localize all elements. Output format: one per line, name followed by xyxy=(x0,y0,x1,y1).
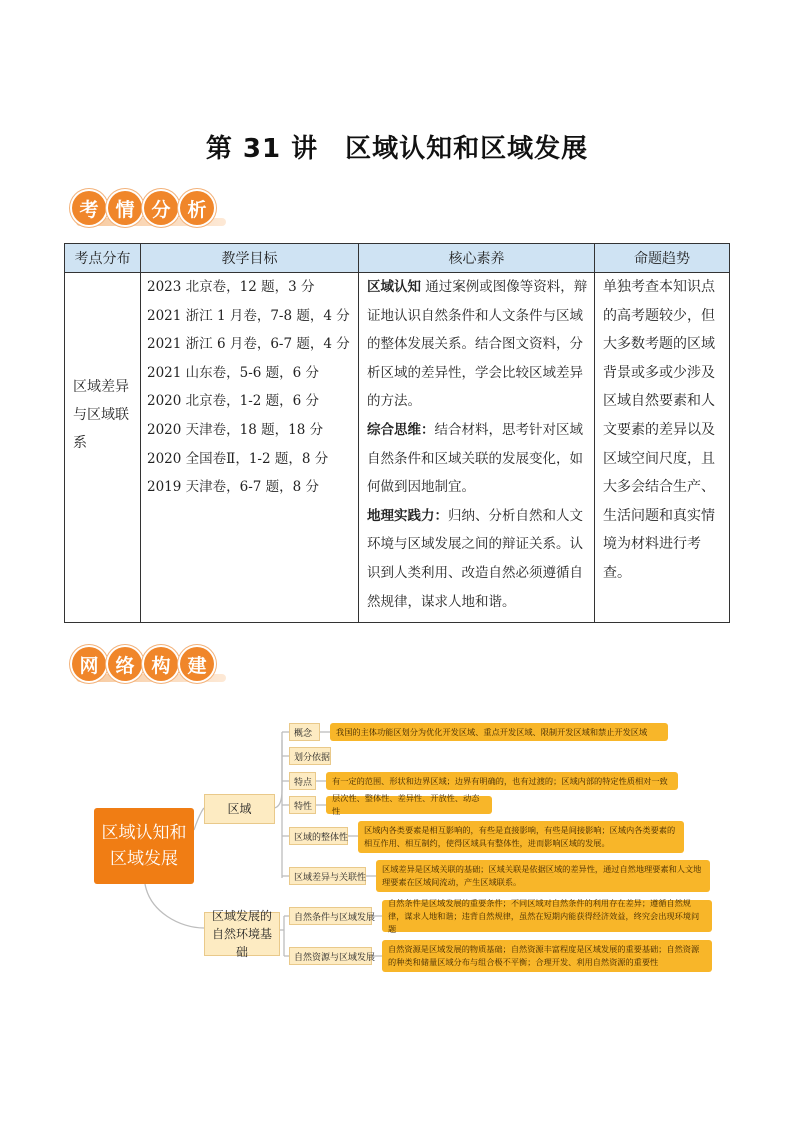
exam-item: 2021 浙江 6 月卷，6-7 题，4 分 xyxy=(147,336,350,353)
literacy-item xyxy=(367,502,590,616)
exam-item: 2020 全国卷Ⅱ，1-2 题，8 分 xyxy=(147,450,329,467)
mindmap-node-natural-resources: 自然资源与区域发展 xyxy=(289,947,372,965)
mindmap-node-division-basis: 划分依据 xyxy=(289,747,331,765)
literacy-text: 通过案例或图像等资料，辩证地认识自然条件和人文条件与区域的整体发展关系。结合图文资料，分析区域的差异性，学会比较区域差异的方法。 xyxy=(367,279,588,410)
topic-cell: 区域差异与区域联系 xyxy=(65,273,141,623)
badge-char: 析 xyxy=(180,191,214,225)
table-header: 考点分布 xyxy=(65,244,141,273)
section-badge-analysis xyxy=(72,186,216,230)
exam-item: 2021 山东卷，5-6 题，6 分 xyxy=(147,364,320,381)
badge-char: 构 xyxy=(144,647,178,681)
table-header: 命题趋势 xyxy=(595,244,730,273)
exam-analysis-table xyxy=(64,243,730,623)
badge-char: 情 xyxy=(108,191,142,225)
mindmap-detail-natural-resources: 自然资源是区域发展的物质基础；自然资源丰富程度是区域发展的重要基础；自然资源的种类和储量区域分布与组合极不平衡；合理开发、利用自然资源的重要性 xyxy=(382,940,712,972)
exam-item: 2020 天津卷，18 题，18 分 xyxy=(147,421,324,438)
literacy-item xyxy=(367,416,590,502)
table-header-row xyxy=(65,244,730,273)
literacy-label: 区域认知 xyxy=(367,279,421,295)
trend-cell: 单独考查本知识点的高考题较少，但大多数考题的区域背景或多或少涉及区域自然要素和人文要素的差异以及区域空间尺度，且大多会结合生产、生活问题和真实情境为材料进行考查。 xyxy=(595,273,730,623)
mindmap-node-characteristics: 特性 xyxy=(289,796,316,814)
exams-cell xyxy=(141,273,359,623)
literacy-text: 结合材料，思考针对区域自然条件和区域关联的发展变化，如何做到因地制宜。 xyxy=(367,421,583,496)
mindmap-node-features: 特点 xyxy=(289,772,316,790)
badge-char: 考 xyxy=(72,191,106,225)
mindmap-node-natural-conditions: 自然条件与区域发展 xyxy=(289,907,372,925)
badge-char: 建 xyxy=(180,647,214,681)
badge-char: 分 xyxy=(144,191,178,225)
mindmap-detail-natural-conditions: 自然条件是区域发展的重要条件；不同区域对自然条件的利用存在差异；遵循自然规律，谋求人地和谐；违背自然规律，虽然在短期内能获得经济效益，终究会出现环境问题 xyxy=(382,900,712,932)
literacy-label: 综合思维： xyxy=(367,421,435,438)
mindmap-detail-concept: 我国的主体功能区划分为优化开发区域、重点开发区域、限制开发区域和禁止开发区域 xyxy=(330,723,668,741)
mindmap-detail-integrity: 区域内各类要素是相互影响的，有些是直接影响，有些是间接影响；区域内各类要素的相互作用、相互制约，使得区域具有整体性，进而影响区域的发展。 xyxy=(358,821,684,853)
section-badge-network xyxy=(72,642,216,686)
table-header: 教学目标 xyxy=(141,244,359,273)
badge-char: 络 xyxy=(108,647,142,681)
page-title: 第 31 讲 区域认知和区域发展 xyxy=(205,134,589,164)
literacy-cell xyxy=(359,273,595,623)
exam-item: 2020 北京卷，1-2 题，6 分 xyxy=(147,393,320,410)
literacy-label: 地理实践力： xyxy=(367,507,448,524)
mindmap-node-difference-linkage: 区域差异与关联性 xyxy=(289,867,366,885)
mindmap-detail-difference-linkage: 区域差异是区域关联的基础；区域关联是依据区域的差异性，通过自然地理要素和人文地理要素在区域间流动，产生区域联系。 xyxy=(376,860,710,892)
mindmap-detail-features: 有一定的范围、形状和边界区域；边界有明确的，也有过渡的；区域内部的特定性质相对一致 xyxy=(326,772,678,790)
exam-item: 2019 天津卷，6-7 题，8 分 xyxy=(147,479,320,496)
exam-item: 2021 浙江 1 月卷，7-8 题，4 分 xyxy=(147,307,350,324)
literacy-text: 归纳、分析自然和人文环境与区域发展之间的辩证关系。认识到人类利用、改造自然必须遵循自然规律，谋求人地和谐。 xyxy=(367,507,583,610)
mindmap-node-concept: 概念 xyxy=(289,723,320,741)
mindmap-node-integrity: 区域的整体性 xyxy=(289,827,348,845)
literacy-item xyxy=(367,273,590,416)
badge-char: 网 xyxy=(72,647,106,681)
mindmap-branch-region: 区域 xyxy=(204,794,275,824)
table-row xyxy=(65,273,730,623)
mindmap-root: 区域认知和区域发展 xyxy=(94,808,194,884)
exam-item: 2023 北京卷，12 题，3 分 xyxy=(147,279,315,295)
table-header: 核心素养 xyxy=(359,244,595,273)
mindmap-detail-characteristics: 层次性、整体性、差异性、开放性、动态性 xyxy=(326,796,492,814)
mindmap-branch-natural-base: 区域发展的自然环境基础 xyxy=(204,912,280,956)
